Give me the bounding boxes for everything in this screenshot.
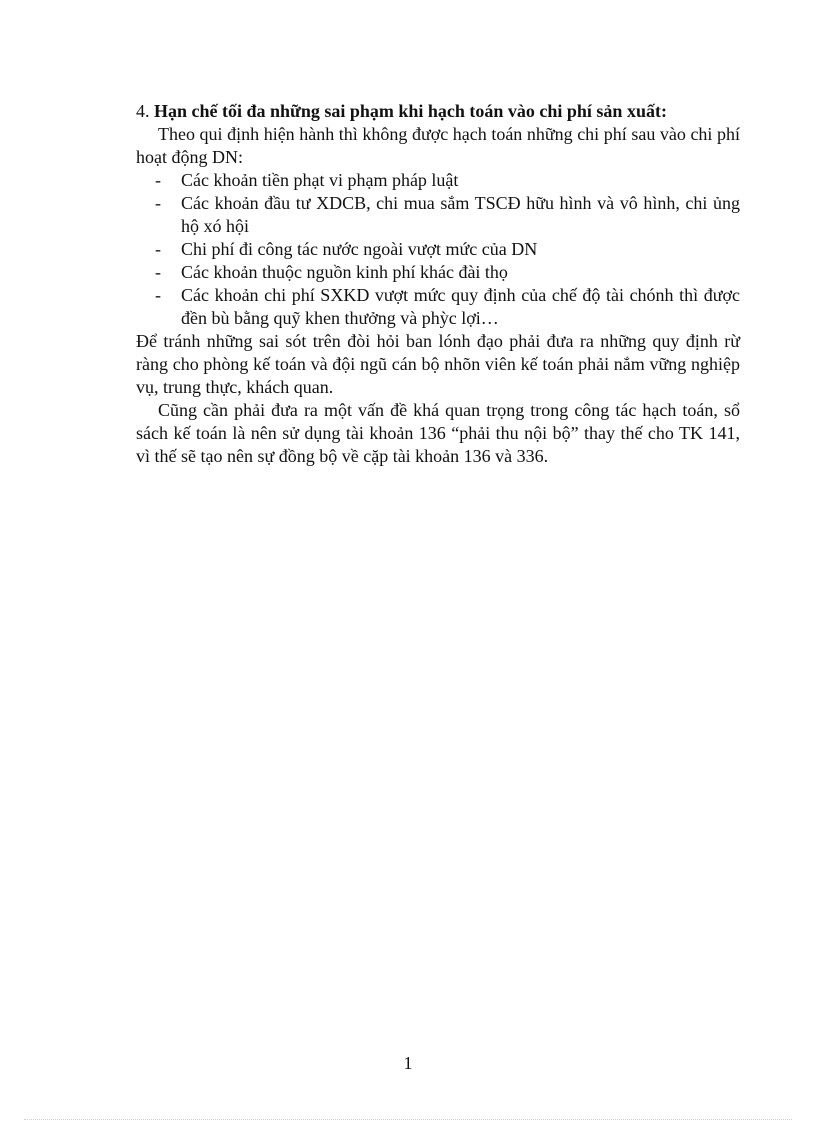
list-item-text: Các khoản thuộc nguồn kinh phí khác đài thọ bbox=[181, 262, 508, 282]
bullet-dash: - bbox=[155, 170, 161, 190]
bullet-dash: - bbox=[155, 239, 161, 259]
section-number: 4. bbox=[136, 101, 150, 121]
intro-paragraph: Theo qui định hiện hành thì không được hạch toán những chi phí sau vào chi phí hoạt động DN: bbox=[136, 124, 740, 167]
bullet-dash: - bbox=[155, 193, 161, 213]
page-number: 1 bbox=[403, 1053, 413, 1073]
paragraph-2: Để tránh những sai sót trên đòi hỏi ban lónh đạo phải đưa ra những quy định rừ ràng cho phòng kế toán và đội ngũ cán bộ nhõn viên kế toán phải nắm vững nghiệp vụ, trung thực, khách quan. bbox=[136, 331, 740, 397]
bullet-dash: - bbox=[155, 262, 161, 282]
list-item bbox=[155, 192, 740, 238]
page-bottom-divider bbox=[24, 1119, 792, 1120]
list-item bbox=[155, 284, 740, 330]
list-item bbox=[155, 261, 740, 284]
section-title: Hạn chế tối đa những sai phạm khi hạch toán vào chi phí sản xuất: bbox=[154, 101, 667, 121]
list-item-text: Các khoản tiền phạt vi phạm pháp luật bbox=[181, 170, 459, 190]
list-item bbox=[155, 238, 740, 261]
bullet-list bbox=[136, 169, 740, 330]
document-body bbox=[136, 100, 740, 468]
paragraph-3: Cũng cần phải đưa ra một vấn đề khá quan trọng trong công tác hạch toán, sổ sách kế toán là nên sử dụng tài khoản 136 “phải thu nội bộ” thay thế cho TK 141, vì thế sẽ tạo nên sự đồng bộ về cặp tài khoản 136 và 336. bbox=[136, 400, 740, 466]
list-item bbox=[155, 169, 740, 192]
bullet-dash: - bbox=[155, 285, 161, 305]
section-heading bbox=[136, 100, 740, 123]
list-item-text: Các khoản chi phí SXKD vượt mức quy định của chế độ tài chónh thì được đền bù bằng quỹ khen thưởng và phỳc lợi… bbox=[181, 285, 740, 328]
list-item-text: Chi phí đi công tác nước ngoài vượt mức của DN bbox=[181, 239, 538, 259]
list-item-text: Các khoản đầu tư XDCB, chi mua sắm TSCĐ hữu hình và vô hình, chi ủng hộ xó hội bbox=[181, 193, 740, 236]
